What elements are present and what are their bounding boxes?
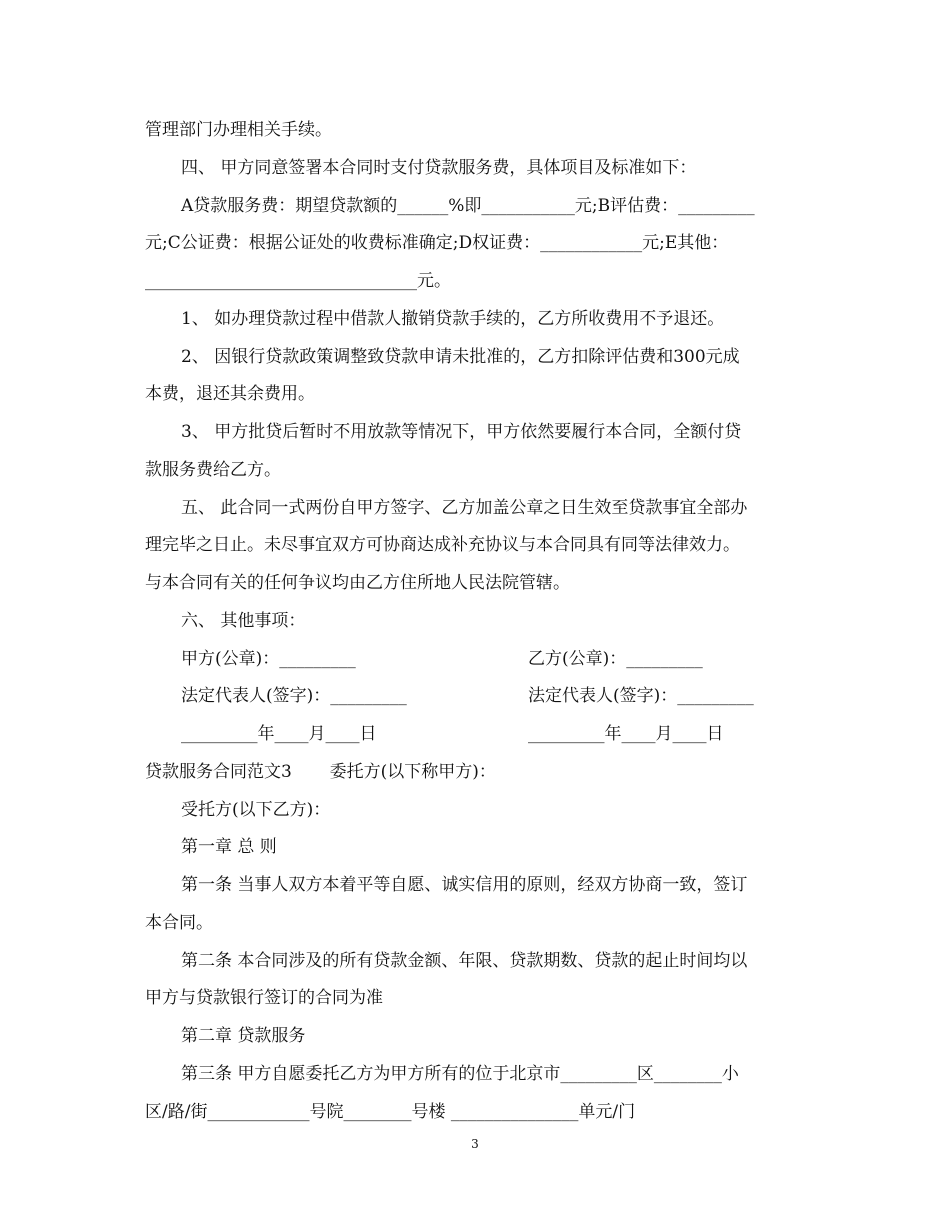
text-line: 四、 甲方同意签署本合同时支付贷款服务费，具体项目及标准如下： xyxy=(181,158,697,178)
party-a-seal: 甲方(公章)：_________ xyxy=(181,649,356,669)
party-b-date: _________年____月____日 xyxy=(528,724,724,744)
text-line: 管理部门办理相关手续。 xyxy=(145,120,332,140)
text-line: 甲方与贷款银行签订的合同为准 xyxy=(145,988,383,1008)
party-a-date: _________年____月____日 xyxy=(181,724,377,744)
text-line: 2、 因银行贷款政策调整致贷款申请未批准的，乙方扣除评估费和300元成 xyxy=(181,347,740,367)
text-line: 第二条 本合同涉及的所有贷款金额、年限、贷款期数、贷款的起止时间均以 xyxy=(181,951,748,971)
text-line: 受托方(以下乙方)： xyxy=(181,800,331,820)
section-heading: 贷款服务合同范文3 委托方(以下称甲方)： xyxy=(145,762,496,782)
page-number: 3 xyxy=(471,1137,479,1151)
text-line: 第一条 当事人双方本着平等自愿、诚实信用的原则，经双方协商一致，签订 xyxy=(181,875,748,895)
text-line: 1、 如办理贷款过程中借款人撤销贷款手续的，乙方所收费用不予退还。 xyxy=(181,309,725,329)
chapter-heading: 第二章 贷款服务 xyxy=(181,1026,306,1046)
party-a-representative: 法定代表人(签字)：_________ xyxy=(181,686,407,706)
text-line: 六、 其他事项： xyxy=(181,611,306,631)
text-line: 款服务费给乙方。 xyxy=(145,460,281,480)
text-line: 五、 此合同一式两份自甲方签字、乙方加盖公章之日生效至贷款事宜全部办 xyxy=(181,498,748,518)
chapter-heading: 第一章 总 则 xyxy=(181,837,277,857)
text-line: 本合同。 xyxy=(145,913,213,933)
text-line: A贷款服务费：期望贷款额的______%即___________元;B评估费：_________ xyxy=(181,196,755,216)
text-line: 第三条 甲方自愿委托乙方为甲方所有的位于北京市_________区________小 xyxy=(181,1064,739,1084)
text-line: 理完毕之日止。未尽事宜双方可协商达成补充协议与本合同具有同等法律效力。 xyxy=(145,535,740,555)
text-line: 元;C公证费：根据公证处的收费标准确定;D权证费：____________元;E其他： xyxy=(145,233,729,253)
text-line: 3、 甲方批贷后暂时不用放款等情况下，甲方依然要履行本合同，全额付贷 xyxy=(181,422,742,442)
party-b-seal: 乙方(公章)：_________ xyxy=(528,649,703,669)
text-line: 本费，退还其余费用。 xyxy=(145,384,315,404)
text-line: ________________________________元。 xyxy=(145,271,451,291)
text-line: 区/路/街____________号院________号楼 _______________单元/门 xyxy=(145,1102,636,1122)
party-b-representative: 法定代表人(签字)：_________ xyxy=(528,686,754,706)
text-line: 与本合同有关的任何争议均由乙方住所地人民法院管辖。 xyxy=(145,573,570,593)
